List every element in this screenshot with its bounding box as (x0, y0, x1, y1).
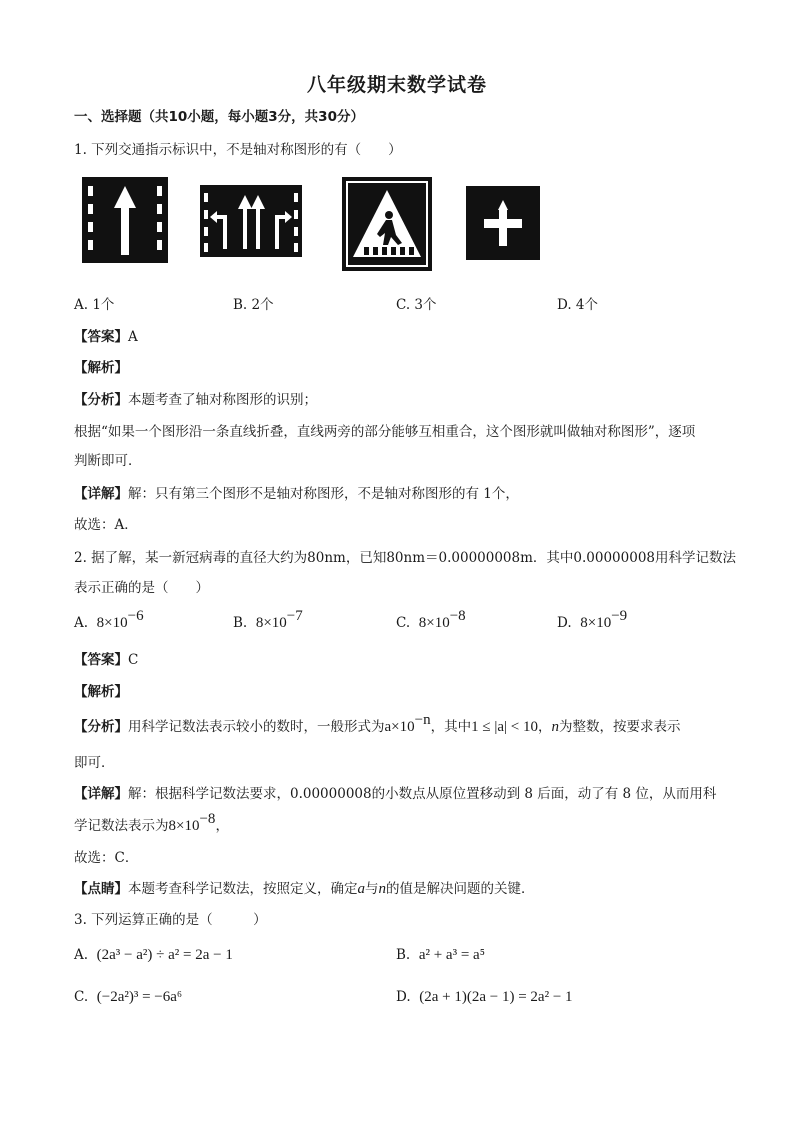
fenxi-text: ，其中 (430, 719, 472, 735)
q2-xiangjie (74, 785, 716, 803)
option-letter: A. (74, 947, 89, 963)
xiangjie-tag: 【详解】 (74, 786, 128, 802)
q2-option-a (74, 608, 144, 632)
option-letter: C. (74, 989, 89, 1005)
option-formula: (2a³ − a²) ÷ a² = 2a − 1 (96, 947, 233, 963)
q3-option-c (74, 988, 182, 1006)
option-exponent: −6 (127, 608, 144, 624)
option-base: 8×10 (580, 615, 612, 631)
q1-answer (74, 328, 138, 346)
fenxi-text: ， (537, 719, 552, 735)
q1-fenxi-line3: 判断即可． (74, 453, 142, 469)
q2-option-b (233, 608, 303, 632)
section-heading: 一、选择题（共10小题，每小题3分，共30分） (74, 109, 364, 125)
dianjing-variable: a (357, 881, 365, 897)
xiangjie-tag: 【详解】 (74, 486, 128, 502)
fenxi-tag: 【分析】 (74, 392, 128, 408)
fenxi-variable: n (551, 719, 559, 735)
fenxi-tag: 【分析】 (74, 719, 128, 735)
option-base: 8×10 (255, 615, 287, 631)
q2-fenxi (74, 712, 681, 736)
page-title: 八年级期末数学试卷 (306, 74, 487, 96)
option-letter: A. (74, 615, 89, 631)
dianjing-tag: 【点睛】 (74, 881, 128, 897)
q2-xiangjie-line2 (74, 811, 229, 835)
question-3-stem: 3. 下列运算正确的是（ ） (74, 912, 267, 928)
q1-conclusion: 故选：A． (74, 517, 138, 533)
question-2-stem-line2: 表示正确的是（ ） (74, 580, 209, 596)
option-formula: (−2a²)³ = −6a⁶ (96, 989, 183, 1005)
q2-option-c (396, 608, 466, 632)
q1-option-d: D. 4个 (557, 297, 599, 313)
cross-road-sign-icon (466, 186, 540, 260)
fenxi-text: 为整数，按要求表示 (558, 719, 681, 735)
xiangjie-exponent: −8 (199, 811, 216, 827)
fenxi-text: 本题考查了轴对称图形的识别； (128, 392, 317, 408)
option-formula: a² + a³ = a⁵ (418, 947, 485, 963)
q1-fenxi (74, 391, 317, 409)
dianjing-text: 本题考查科学记数法，按照定义，确定 (128, 881, 358, 897)
dianjing-text: 与 (365, 881, 379, 897)
q2-option-d (557, 608, 628, 632)
pedestrian-crossing-sign-icon (342, 177, 432, 271)
q1-fenxi-line2: 根据“如果一个图形沿一条直线折叠，直线两旁的部分能够互相重合，这个图形就叫做轴对称图形”，逐项 (74, 424, 696, 440)
q1-option-a: A. 1个 (74, 297, 115, 313)
fenxi-text: 用科学记数法表示较小的数时，一般形式为 (128, 719, 385, 735)
q1-xiangjie (74, 485, 519, 503)
q1-option-b: B. 2个 (233, 297, 274, 313)
q1-option-c: C. 3个 (396, 297, 437, 313)
q2-dianjing (74, 880, 535, 898)
option-base: 8×10 (96, 615, 128, 631)
answer-tag: 【答案】 (74, 329, 128, 345)
option-exponent: −7 (286, 608, 303, 624)
xiangjie-text: ， (215, 818, 229, 834)
fenxi-range: 1 ≤ |a| < 10 (471, 719, 538, 735)
dianjing-variable: n (378, 881, 386, 897)
option-base: 8×10 (418, 615, 450, 631)
straight-arrow-sign-icon (82, 177, 168, 263)
option-letter: B. (396, 947, 411, 963)
fenxi-expression: a×10 (384, 719, 415, 735)
xiangjie-text: 解：只有第三个图形不是轴对称图形，不是轴对称图形的有 1个， (128, 486, 519, 502)
q2-answer (74, 651, 138, 669)
dianjing-text: 的值是解决问题的关键． (386, 881, 535, 897)
q2-fenxi-line2: 即可． (74, 755, 115, 771)
answer-tag: 【答案】 (74, 652, 128, 668)
question-2-stem: 2. 据了解，某一新冠病毒的直径大约为80nm，已知80nm＝0.00000008m．其中0.00000008用科学记数法 (74, 550, 737, 566)
option-exponent: −8 (449, 608, 466, 624)
xiangjie-text: 学记数法表示为 (74, 818, 169, 834)
option-letter: B. (233, 615, 248, 631)
q2-conclusion: 故选：C． (74, 850, 139, 866)
question-1-stem: 1. 下列交通指示标识中，不是轴对称图形的有（ ） (74, 142, 402, 158)
option-formula: (2a + 1)(2a − 1) = 2a² − 1 (419, 989, 573, 1005)
xiangjie-expression: 8×10 (168, 818, 200, 834)
option-letter: D. (557, 615, 572, 631)
q3-option-d (396, 988, 573, 1006)
q2-analysis-tag: 【解析】 (74, 684, 128, 700)
answer-value: C (128, 652, 139, 668)
answer-value: A (128, 329, 138, 345)
option-letter: C. (396, 615, 411, 631)
three-lane-arrows-sign-icon (200, 185, 302, 257)
q1-analysis-tag: 【解析】 (74, 360, 128, 376)
option-letter: D. (396, 989, 411, 1005)
q3-option-b (396, 946, 485, 964)
q3-option-a (74, 946, 233, 964)
option-exponent: −9 (611, 608, 628, 624)
xiangjie-text: 解：根据科学记数法要求，0.00000008的小数点从原位置移动到 8 后面，动了有 8 位，从而用科 (128, 786, 717, 802)
fenxi-exponent: −n (414, 712, 431, 728)
